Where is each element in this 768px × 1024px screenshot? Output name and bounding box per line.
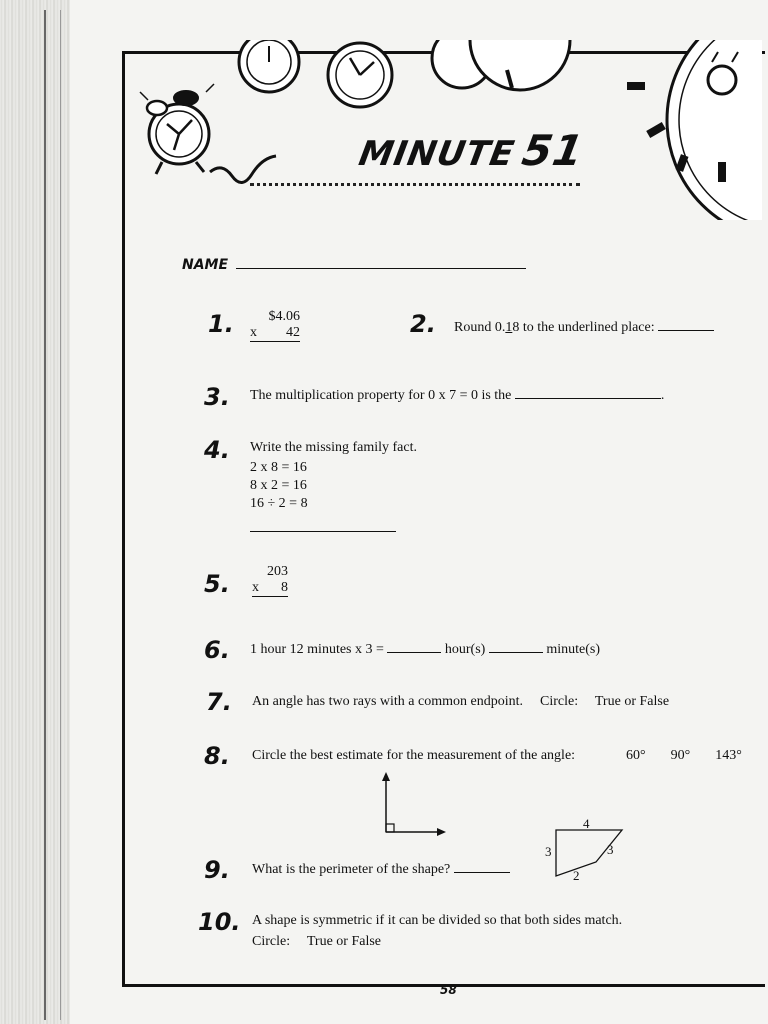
q6-unit-minutes: minute(s) [546, 642, 600, 657]
q10-choices [252, 934, 381, 950]
q9-answer-blank[interactable] [454, 872, 510, 873]
q4-text: Write the missing family fact. [250, 440, 418, 455]
q1-multiplication [250, 309, 300, 342]
q5-top: 203 [267, 564, 288, 579]
question-number: 9. [204, 856, 230, 884]
question-number: 2. [410, 310, 436, 338]
q1-operator: x [250, 325, 257, 340]
q9-side-bottom: 2 [573, 868, 580, 883]
q1-top: $4.06 [268, 309, 300, 324]
q6-unit-hours: hour(s) [444, 642, 486, 657]
q10-option-false[interactable]: False [351, 934, 382, 949]
q8-option[interactable]: 143° [715, 748, 742, 763]
q3-answer-blank[interactable] [515, 398, 661, 399]
title-number: 51 [518, 126, 588, 175]
q9-text [252, 862, 510, 878]
q5-multiplication [252, 564, 288, 597]
question-number: 3. [204, 383, 230, 411]
question-number: 8. [204, 742, 230, 770]
q2-text-before: Round 0. [454, 320, 506, 335]
q9-side-left: 3 [545, 844, 552, 859]
q3-period: . [660, 388, 665, 403]
q5-operator: x [252, 580, 259, 595]
q2-answer-blank[interactable] [658, 330, 714, 331]
question-number: 1. [208, 310, 234, 338]
q2-underlined-digit: 1 [505, 320, 513, 335]
q9-side-right: 3 [607, 842, 614, 857]
worksheet-title [356, 126, 588, 175]
q10-or: or [336, 934, 348, 949]
q8-options [626, 748, 742, 764]
question-number: 10. [198, 908, 241, 936]
large-clock-icon [627, 40, 762, 220]
q7-or: or [624, 694, 636, 709]
q10-option-true[interactable]: True [306, 934, 333, 949]
binding-edge-line [60, 10, 61, 1020]
q5-bottom-row [252, 580, 288, 597]
q8-option[interactable]: 60° [626, 748, 646, 763]
title-word: MINUTE [355, 134, 518, 174]
q9-side-top: 4 [583, 816, 590, 831]
q7-option-false[interactable]: False [639, 694, 670, 709]
question-number: 5. [204, 570, 230, 598]
clock-icon [328, 43, 392, 107]
binding-edge-line [44, 10, 46, 1020]
clock-icon [470, 40, 570, 90]
q8-option[interactable]: 90° [670, 748, 691, 763]
q6-minutes-blank[interactable] [489, 652, 543, 653]
clock-icon [239, 40, 299, 92]
name-field[interactable] [236, 268, 526, 269]
title-dotted-line [250, 183, 580, 186]
q1-bottom-row [250, 325, 300, 342]
trapezoid-shape [540, 814, 640, 894]
q7-option-true[interactable]: True [594, 694, 621, 709]
q6-text [250, 642, 600, 658]
q4-fact: 8 x 2 = 16 [250, 478, 307, 493]
q3-text [250, 388, 664, 404]
q4-answer-blank[interactable] [250, 531, 396, 532]
q6-hours-blank[interactable] [387, 652, 441, 653]
q2-text-after: 8 to the underlined place: [512, 320, 655, 335]
q7-circle-label: Circle: [540, 694, 579, 709]
q6-statement: 1 hour 12 minutes x 3 = [250, 642, 384, 657]
q5-bottom: 8 [281, 580, 288, 595]
right-angle-figure [376, 770, 456, 840]
q2-text [454, 320, 714, 336]
question-number: 4. [204, 436, 230, 464]
q4-fact: 2 x 8 = 16 [250, 460, 307, 475]
q4-fact-list [250, 459, 308, 513]
q3-statement: The multiplication property for 0 x 7 = 0 is the [250, 388, 512, 403]
q8-text: Circle the best estimate for the measurement of the angle: [252, 748, 576, 763]
q10-circle-label: Circle: [252, 934, 291, 949]
name-label: NAME [182, 257, 229, 273]
question-number: 7. [206, 688, 232, 716]
page-number: 58 [440, 983, 457, 997]
q7-text [252, 694, 669, 710]
question-number: 6. [204, 636, 230, 664]
alarm-clock-icon [140, 84, 276, 183]
q9-question: What is the perimeter of the shape? [252, 862, 451, 877]
q7-statement: An angle has two rays with a common endpoint. [252, 694, 524, 709]
q10-text: A shape is symmetric if it can be divided so that both sides match. [252, 913, 623, 928]
q4-fact: 16 ÷ 2 = 8 [250, 496, 308, 511]
q1-bottom: 42 [286, 325, 300, 340]
